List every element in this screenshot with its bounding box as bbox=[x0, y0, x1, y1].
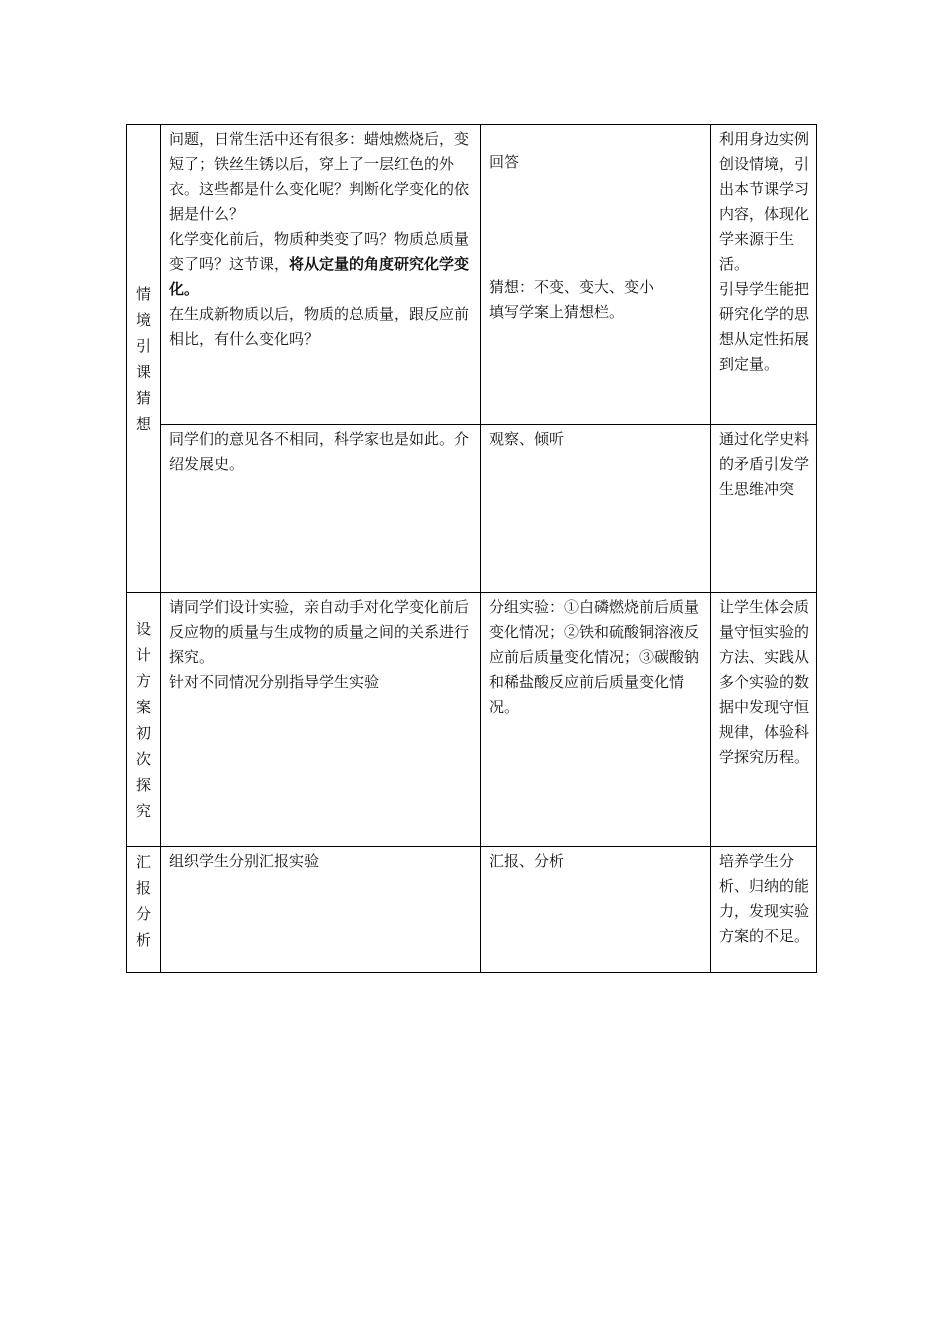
student-activity-cell bbox=[481, 125, 711, 425]
teacher-text: 针对不同情况分别指导学生实验 bbox=[169, 673, 380, 691]
teacher-text: 在生成新物质以后，物质的总质量，跟反应前相比，有什么变化吗？ bbox=[169, 305, 470, 348]
design-intent-cell bbox=[711, 125, 817, 425]
intent-text: 利用身边实例创设情境，引出本节课学习内容，体现化学来源于生活。 bbox=[719, 130, 810, 273]
lesson-plan-table bbox=[126, 124, 817, 973]
student-text: 填写学案上猜想栏。 bbox=[489, 303, 625, 321]
stage-cell bbox=[127, 593, 161, 847]
stage-label: 设计方案初次探究 bbox=[135, 619, 151, 820]
table-row bbox=[127, 593, 817, 847]
design-intent-cell: 让学生体会质量守恒实验的方法、实践从多个实验的数据中发现守恒规律，体验科学探究历程。 bbox=[711, 593, 817, 847]
teacher-activity-cell: 同学们的意见各不相同，科学家也是如此。介绍发展史。 bbox=[161, 425, 481, 593]
intent-text: 引导学生能把研究化学的思想从定性拓展到定量。 bbox=[719, 280, 810, 373]
teacher-text: 化学变化前后，物质种类变了吗？物质总质量变了吗？这节课， bbox=[169, 230, 470, 273]
design-intent-cell: 培养学生分析、归纳的能力，发现实验方案的不足。 bbox=[711, 847, 817, 973]
student-text: 回答 bbox=[489, 153, 520, 171]
design-intent-cell: 通过化学史料的矛盾引发学生思维冲突 bbox=[711, 425, 817, 593]
student-activity-cell: 分组实验：①白磷燃烧前后质量变化情况；②铁和硫酸铜溶液反应前后质量变化情况；③碳酸钠和稀盐酸反应前后质量变化情况。 bbox=[481, 593, 711, 847]
table-row bbox=[127, 847, 817, 973]
student-activity-cell: 观察、倾听 bbox=[481, 425, 711, 593]
table-row bbox=[127, 125, 817, 425]
spacer bbox=[489, 175, 702, 275]
teacher-activity-cell bbox=[161, 593, 481, 847]
teacher-text: 请同学们设计实验，亲自动手对化学变化前后反应物的质量与生成物的质量之间的关系进行探究。 bbox=[169, 598, 470, 666]
table-row bbox=[127, 425, 817, 593]
teacher-activity-cell: 组织学生分别汇报实验 bbox=[161, 847, 481, 973]
student-activity-cell: 汇报、分析 bbox=[481, 847, 711, 973]
student-text: 猜想：不变、变大、变小 bbox=[489, 278, 655, 296]
stage-cell bbox=[127, 847, 161, 973]
stage-label: 汇报分析 bbox=[135, 853, 151, 949]
stage-label: 情境引课猜想 bbox=[135, 284, 151, 433]
teacher-activity-cell bbox=[161, 125, 481, 425]
teacher-text: 问题，日常生活中还有很多：蜡烛燃烧后，变短了；铁丝生锈以后，穿上了一层红色的外衣。这些都是什么变化呢？判断化学变化的依据是什么？ bbox=[169, 130, 470, 223]
teacher-text-bold: 将从定量的角度研究化学变化。 bbox=[169, 255, 470, 298]
stage-cell bbox=[127, 125, 161, 593]
